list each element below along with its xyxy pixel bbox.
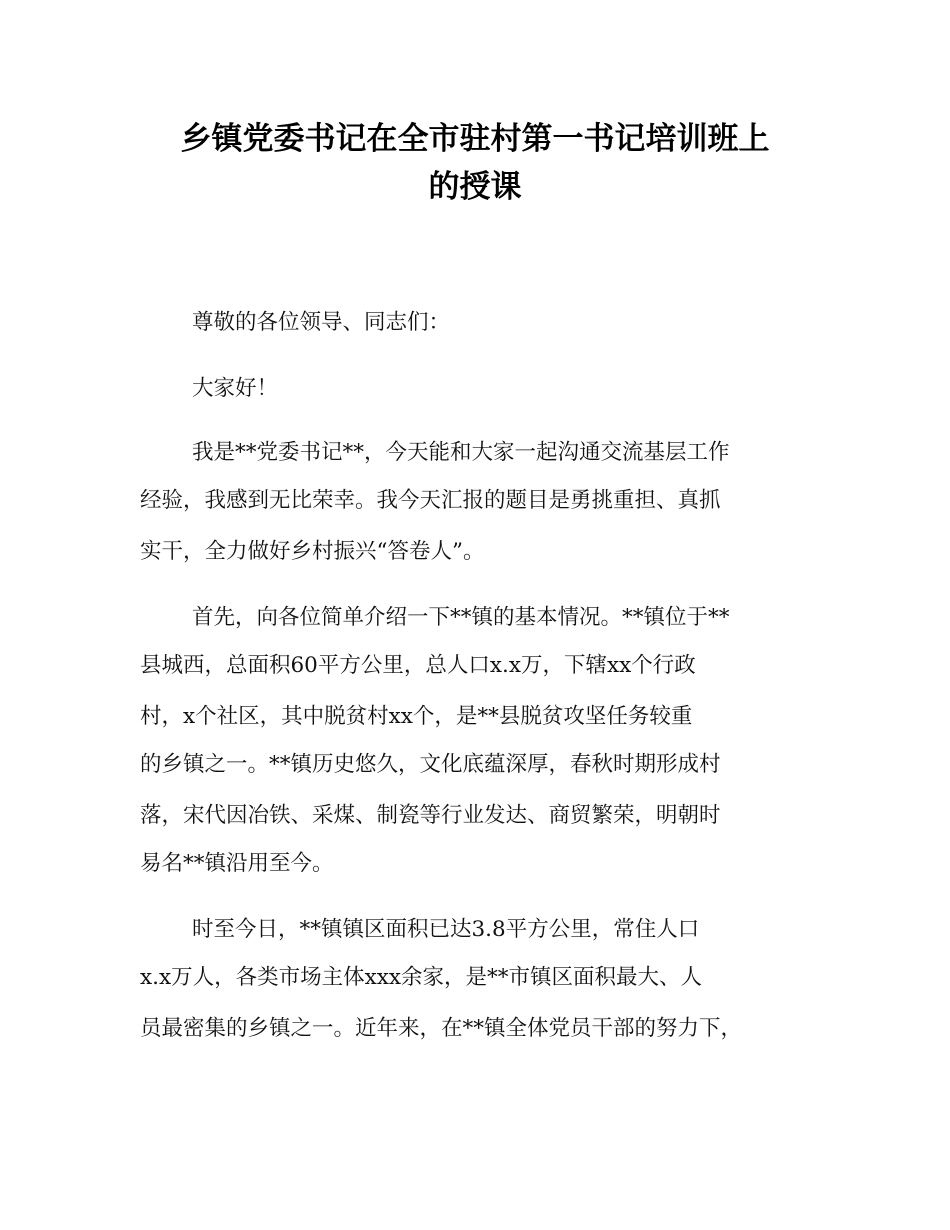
text-line: 易名**镇沿用至今。 bbox=[140, 851, 334, 876]
text-line: 村，x个社区，其中脱贫村xx个，是**县脱贫攻坚任务较重 bbox=[140, 704, 693, 729]
text-line: 员最密集的乡镇之一。近年来，在**镇全体党员干部的努力下， bbox=[140, 1016, 743, 1041]
text-line: 我是**党委书记**，今天能和大家一起沟通交流基层工作 bbox=[192, 440, 730, 465]
text-line: 实干，全力做好乡村振兴“答卷人”。 bbox=[140, 539, 485, 564]
text-line: x.x万人，各类市场主体xxx余家，是**市镇区面积最大、人 bbox=[140, 965, 702, 990]
document-title-line-1: 乡镇党委书记在全市驻村第一书记培训班上 bbox=[180, 121, 770, 157]
text-line: 首先，向各位简单介绍一下**镇的基本情况。**镇位于** bbox=[192, 605, 730, 630]
document-title-line-2: 的授课 bbox=[428, 169, 522, 205]
text-line: 的乡镇之一。**镇历史悠久，文化底蕴深厚，春秋时期形成村 bbox=[140, 752, 721, 777]
text-line: 经验，我感到无比荣幸。我今天汇报的题目是勇挑重担、真抓 bbox=[140, 488, 721, 513]
text-line: 落，宋代因冶铁、采煤、制瓷等行业发达、商贸繁荣，明朝时 bbox=[140, 803, 721, 828]
text-line: 时至今日，**镇镇区面积已达3.8平方公里，常住人口 bbox=[192, 917, 700, 942]
text-line: 县城西，总面积60平方公里，总人口x.x万，下辖xx个行政 bbox=[140, 653, 696, 678]
salutation: 尊敬的各位领导、同志们： bbox=[192, 310, 451, 335]
greeting: 大家好！ bbox=[192, 376, 279, 401]
